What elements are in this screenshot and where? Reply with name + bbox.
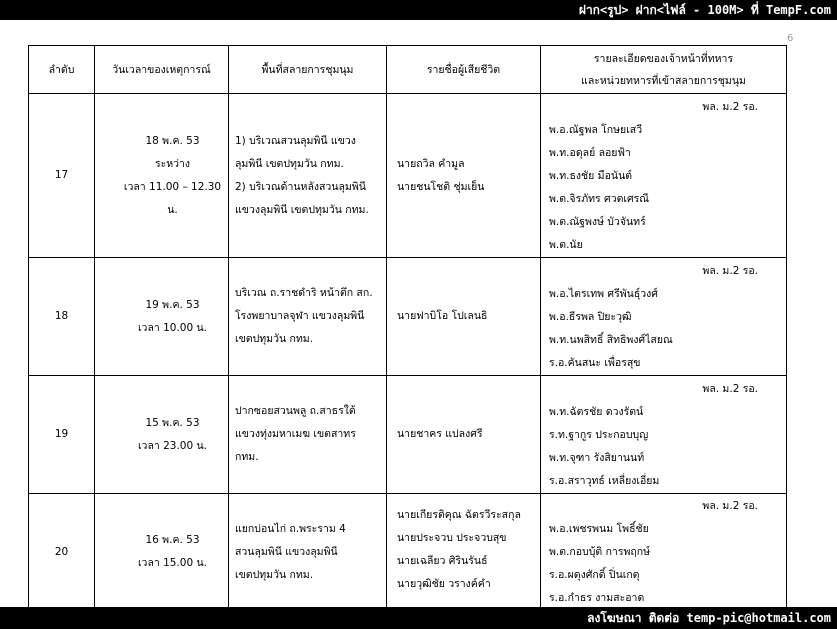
table-header-row (29, 46, 787, 94)
header-datetime: วันเวลาของเหตุการณ์ (95, 46, 229, 94)
officer-name: พ.อ.เพชรพนม โพธิ์ชัย (549, 523, 649, 535)
header-officers (541, 46, 787, 94)
officer-name: พ.ท.จุฑา รังสิยานนท์ (549, 452, 645, 464)
table-row (29, 94, 787, 258)
commander-unit: พล. ม.2 รอ. (702, 500, 758, 512)
officer-name: พ.ท.อดุลย์ ลอยฟ้า (549, 147, 631, 159)
officer-name: พ.ต.กอบบุ้ติ การพฤกษ์ (549, 546, 651, 558)
header-seq: ลำดับ (29, 46, 95, 94)
incident-table (28, 45, 787, 611)
location-line: เขตปทุมวัน กทม. (235, 333, 314, 345)
row-location (229, 94, 387, 258)
officer-name: พ.ท.ฉัตรชัย ดวงรัตน์ (549, 406, 644, 418)
officer-name: พ.ต.จิรภัทร ศวตเศรณี (549, 193, 650, 205)
location-line: ปากซอยสวนพลู ถ.สาธรใต้ (235, 405, 356, 417)
officer-name: ร.อ.กำธร งามสะอาด (549, 592, 645, 604)
officer-name: ร.ท.ฐากูร ประกอบบุญ (549, 429, 649, 441)
location-line: สวนลุมพินี แขวงลุมพินี (235, 545, 338, 558)
location-line: ลุมพินี เขตปทุมวัน กทม. (235, 157, 344, 170)
location-line: กทม. (235, 451, 259, 463)
victim-name: นายฟาบิโอ โปเลนธิ (397, 310, 488, 322)
row-victims (387, 258, 541, 376)
header-location: พื้นที่สลายการชุมนุม (229, 46, 387, 94)
page-number: 6 (787, 33, 794, 44)
officer-name: ร.อ.คันสนะ เพื่อรสุข (549, 357, 641, 369)
location-line: 2) บริเวณด้านหลังสวนลุมพินี (235, 180, 366, 193)
row-date: 15 พ.ค. 53 (145, 416, 200, 429)
row-officers (541, 376, 787, 494)
officer-name: พ.อ.ณัฐพล โกษยเสวี (549, 124, 643, 136)
row-date: 16 พ.ค. 53 (145, 534, 200, 546)
row-datetime (95, 376, 229, 494)
row-victims (387, 376, 541, 494)
table-row (29, 376, 787, 494)
commander-unit: พล. ม.2 รอ. (702, 101, 758, 113)
location-line: 1) บริเวณสวนลุมพินี แขวง (235, 134, 356, 147)
location-line: แยกบ่อนไก่ ถ.พระราม 4 (235, 522, 346, 535)
victim-name: นายประจวบ ประจวบสุข (397, 532, 507, 544)
officer-name: พ.ต.นัย (549, 239, 583, 251)
victim-name: นายชาคร แปลงศรี (397, 428, 483, 440)
row-officers (541, 494, 787, 611)
header-victims: รายชื่อผู้เสียชีวิต (387, 46, 541, 94)
row-victims (387, 94, 541, 258)
bottom-banner[interactable]: ลงโฆษณา ติดต่อ temp-pic@hotmail.com (0, 607, 837, 629)
row-seq: 18 (29, 258, 95, 376)
row-date: 19 พ.ค. 53 (145, 298, 200, 311)
row-location (229, 258, 387, 376)
row-time-prefix: ระหว่าง (154, 157, 191, 170)
row-officers (541, 94, 787, 258)
location-line: เขตปทุมวัน กทม. (235, 568, 314, 581)
officer-name: ร.อ.ผดุงศักดิ์ ปิ่นเกตุ (549, 569, 640, 581)
commander-unit: พล. ม.2 รอ. (702, 265, 758, 277)
row-victims (387, 494, 541, 611)
row-time: เวลา 23.00 น. (137, 439, 208, 452)
row-time: เวลา 10.00 น. (137, 321, 208, 334)
location-line: บริเวณ ถ.ราชดำริ หน้าตึก สก. (235, 287, 373, 299)
row-seq: 17 (29, 94, 95, 258)
table-row (29, 494, 787, 611)
row-location (229, 376, 387, 494)
officer-name: ร.อ.สราวุทธ์ เหลี่ยงเอี่ยม (549, 475, 660, 487)
row-time: เวลา 11.00 – 12.30 น. (123, 180, 222, 216)
header-officers-line: และหน่วยทหารที่เข้าสลายการชุมนุม (581, 74, 746, 87)
officer-name: พ.อ.ธีรพล ปิยะวุฒิ (549, 311, 632, 323)
row-time: เวลา 15.00 น. (137, 557, 208, 569)
commander-unit: พล. ม.2 รอ. (702, 383, 758, 395)
row-date: 18 พ.ค. 53 (145, 134, 200, 147)
officer-name: พ.ท.นพสิทธิ์ สิทธิพงศ์ไสยณ (549, 334, 673, 346)
row-datetime (95, 494, 229, 611)
table-row (29, 258, 787, 376)
victim-name: นายวุฒิชัย วรางค์คำ (397, 578, 491, 590)
victim-name: นายเกียรติคุณ ฉัตรวีระสกุล (397, 509, 521, 521)
victim-name: นายเฉลียว ศิรินรันธ์ (397, 555, 488, 567)
header-officers-line: รายละเอียดของเจ้าหน้าที่ทหาร (593, 52, 734, 65)
location-line: แขวงลุมพินี เขตปทุมวัน กทม. (235, 203, 369, 216)
victim-name: นายชนโชติ ชุ่มเย็น (397, 180, 485, 193)
row-location (229, 494, 387, 611)
victim-name: นายถวิล คำมูล (397, 157, 465, 170)
officer-name: พ.ท.ธงชัย มือนันต์ (549, 170, 633, 182)
row-officers (541, 258, 787, 376)
officer-name: พ.อ.ไตรเทพ ศรีพันธุ์วงศ์ (549, 288, 658, 300)
row-datetime (95, 94, 229, 258)
location-line: โรงพยาบาลจุฬา แขวงลุมพินี (235, 310, 365, 322)
row-seq: 20 (29, 494, 95, 611)
row-seq: 19 (29, 376, 95, 494)
officer-name: พ.ต.ณัฐพงษ์ บัวจันทร์ (549, 216, 646, 228)
location-line: แขวงทุ่งมหาเมฆ เขตสาทร (235, 428, 356, 440)
top-banner[interactable]: ฝาก<รูป> ฝาก<ไฟล์ - 100M> ที่ TempF.com (0, 0, 837, 20)
row-datetime (95, 258, 229, 376)
